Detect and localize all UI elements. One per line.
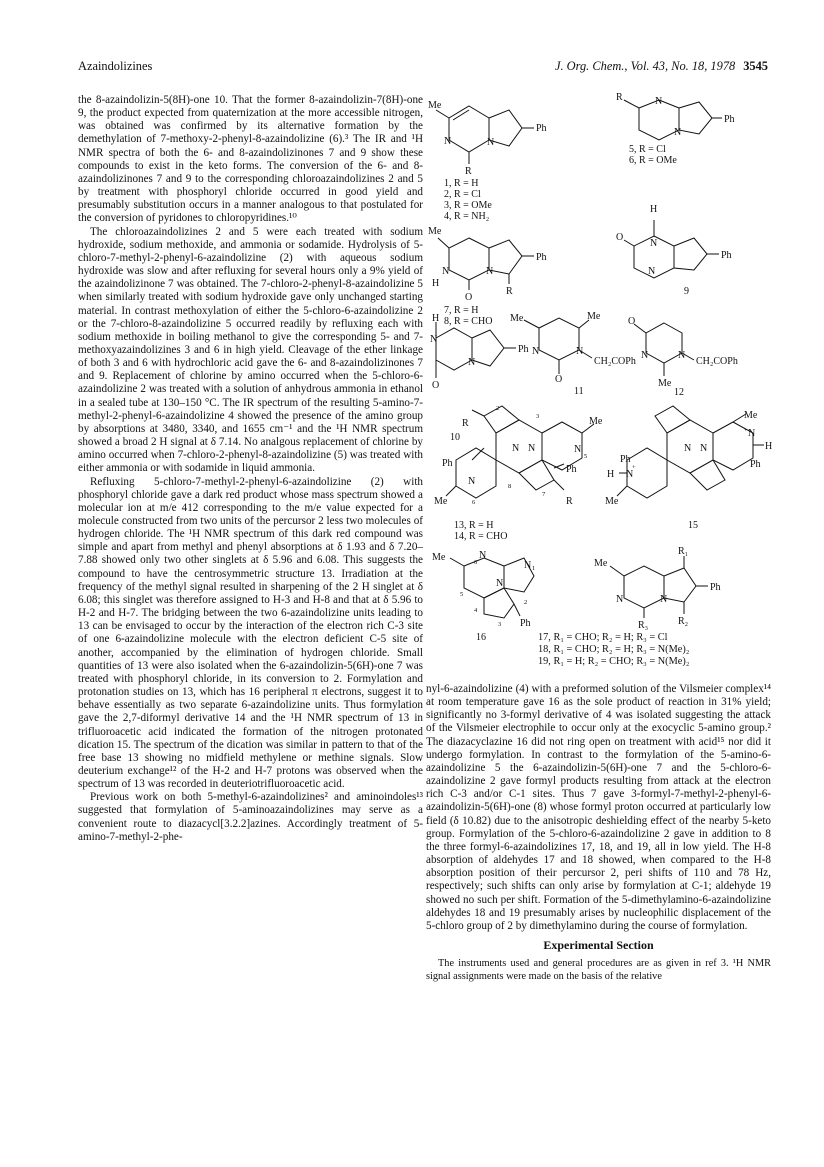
ph-bond bbox=[554, 464, 564, 468]
pyrrole-ring bbox=[674, 238, 707, 270]
pyrrole-ring bbox=[489, 240, 522, 274]
pyrimidine-ring bbox=[624, 566, 664, 608]
side-chain-label: CH₂COPh bbox=[696, 356, 738, 367]
pyrimidine-ring bbox=[449, 106, 489, 152]
phenyl-label: Ph bbox=[536, 123, 547, 134]
oxygen-label: O bbox=[555, 374, 563, 385]
phenyl-label: Ph bbox=[721, 250, 732, 261]
compound-label: 8, R = CHO bbox=[444, 316, 493, 327]
hydrogen-label: H bbox=[607, 469, 615, 480]
r-label: R bbox=[465, 166, 472, 177]
journal-citation bbox=[555, 59, 768, 74]
compound-9 bbox=[616, 204, 732, 297]
r-bond bbox=[472, 410, 484, 416]
compound-label: 12 bbox=[674, 387, 684, 398]
r-label: R bbox=[566, 496, 573, 507]
paragraph: The chloroazaindolizines 2 and 5 were each treated with sodium hydroxide, sodium methoxide, and ammonia or sodamide. Hydrolysis of 5-chloro-7-methyl-2-phenyl-6-azaindolizine (2) with aqueous sodium hydroxide was slow and after refluxing for several hours only a 9% yield of the azaindolizinone 7 was obtained. The 7-chloro-2-phenyl-8-azaindolizine 5 when similarly treated with sodium hydroxide gave only unchanged starting material. In contrast methoxylation of either the 5-chloro-6-azaindolizine 2 or the 7-chloro-8-azaindolizine 5 occurred readily by refluxing each with sodium methoxide in boiling methanol to give the corresponding 5- and 7-methoxyazaindolizines 3 and 6 in high yield. Cleavage of the ether linkage of both 3 and 6 with hydrochloric acid gave the 6- and 8-azaindolizinones 7 and 9. Replacement of chlorine by amino occurred when the 5-chloro-6-azaindolizine 2 was treated with a solution of anhydrous ammonia in ethanol in a sealed tube at 130–150 °C. The IR spectrum of the resulting 5-amino-7-methyl-2-phenyl-6-azaindolizine 4 showed the presence of the amino group by absorptions at 3480, 3340, and 1655 cm⁻¹ and the ¹H NMR spectrum showed a broad 2 H signal at δ 7.14. No analgous replacement of chlorine by amino occurred when 7-chloro-2-phenyl-8-azaindolizine (5) was treated with either ammonia or with sodamide in liquid ammonia. bbox=[78, 225, 423, 475]
compound-label: 14, R = CHO bbox=[454, 531, 508, 542]
compound-label: 7, R = H bbox=[444, 305, 479, 316]
compound-label: 16 bbox=[476, 632, 486, 643]
methyl-label: Me bbox=[589, 416, 603, 427]
nitrogen-label: N bbox=[648, 266, 656, 277]
r-label: R bbox=[506, 286, 513, 297]
nitrogen-label: N bbox=[468, 476, 476, 487]
charge-label: + bbox=[744, 427, 748, 434]
paragraph: Previous work on both 5-methyl-6-azaindolizines² and aminoindoles¹³ suggested that formylation of 5-aminoazaindolizines may serve as a convenient route to diazacycl[3.2.2]azines. Accordingly treatment of 5-amino-7-methyl-2-phe- bbox=[78, 791, 423, 843]
methyl-label: Me bbox=[587, 311, 601, 322]
methyl-label: Me bbox=[432, 552, 446, 563]
compound-12 bbox=[628, 316, 738, 398]
pyrrole-ring bbox=[484, 588, 514, 618]
compound-label: 6, R = OMe bbox=[629, 155, 677, 166]
paragraph: nyl-6-azaindolizine (4) with a preformed solution of the Vilsmeier complex¹⁴ at room temperature gave 16 as the sole product of reaction in 31% yield; significantly no 3-formyl derivative of 4 was isolated suggesting the attack of the Vilsmeier electrophile to occur only at the exocyclic 5-amino group.² The diazacyclazine 16 did not ring open on treatment with acid¹⁵ nor did it undergo formylation. In contrast to the formylation of the 5-amino-6-azaindolizine 5 the 6-azaindolizin-5(6H)-one 7 and the 5-chloro-6-azaindolizine 2 gave formyl products resulting from attack at the electron rich C-3 and/or C-1 sites. Thus 7 gave 3-formyl-7-methyl-2-phenyl-6-azaindolizin-5(6H)-one (8) whose formyl proton occurred at particularly low field (δ 10.82) due to the anisotropic deshielding effect of the nearby 5-keto group. Formylation of the 5-chloro-6-azaindolizine 2 gave in addition to 8 the three formyl-6-azaindolizines 17, 18, and 19, all in low yield. The H-8 absorption of aldehydes 17 and 18 showed, when compared to the H-8 absorption position of their percursor 2, peri shifts of 110 and 78 Hz, respectively; such shifts can only arise by formylation at C-1; aldehyde 19 showed no such per shift. Formation of the 5-dimethylamino-6-azaindolizine aldehydes 18 and 19 presumably arises by nucleophilic displacement of the 5-chloro group of 2 by dimethylamino during the course of formylation. bbox=[426, 683, 771, 932]
oxygen-label: O bbox=[616, 232, 624, 243]
methyl-label: Me bbox=[434, 496, 448, 507]
paragraph: the 8-azaindolizin-5(8H)-one 10. That the former 8-azaindolizin-7(8H)-one 9, the product expected from quaternization at the more accessible nitrogen, was obtained was confirmed by its alternative formation by the demethylation of 7-methoxy-2-phenyl-8-azaindolizine (6).³ The IR and ¹H NMR spectra of both the 6- and 8-azaindolizinones 7 and 9 show these compounds to exist in the keto forms. The conversion of the 6- and 8-azaindolizinones 7 and 9 to the corresponding chloroazaindolizines 2 and 5 by treatment with phosphoryl chloride occurred in good yield and presumably substitution occurs in a manner analogous to that postulated for the conversion of pyridones to chloropyridines.¹⁰ bbox=[78, 94, 423, 225]
page-number: 3545 bbox=[743, 59, 768, 73]
journal-name: J. Org. Chem., Vol. 43, No. 18, 1978 bbox=[554, 59, 736, 73]
compound-label: 4, R = NH₂ bbox=[444, 211, 490, 222]
compound-label: 15 bbox=[688, 520, 698, 531]
r2-label: R₂ bbox=[678, 616, 689, 627]
position-label: 1 bbox=[532, 565, 536, 572]
position-label: 3 bbox=[498, 621, 502, 628]
compound-label: 10 bbox=[450, 432, 460, 443]
methyl-label: Me bbox=[428, 226, 442, 237]
me-bond bbox=[617, 486, 627, 496]
section-title: Experimental Section bbox=[543, 937, 654, 952]
compound-7-8 bbox=[428, 226, 547, 327]
phenyl-label: Ph bbox=[518, 344, 529, 355]
compound-label: 5, R = Cl bbox=[629, 144, 666, 155]
me-bond bbox=[436, 110, 449, 118]
nitrogen-label: N bbox=[524, 560, 532, 571]
nitrogen-label: N bbox=[532, 346, 540, 357]
compound-label: 17, R₁ = CHO; R₂ = H; R₃ = Cl bbox=[538, 632, 668, 643]
nitrogen-label: N bbox=[486, 266, 494, 277]
phenyl-label: Ph bbox=[566, 464, 577, 475]
compound-label: 19, R₁ = H; R₂ = CHO; R₃ = N(Me)₂ bbox=[538, 656, 690, 667]
me-bond bbox=[438, 238, 449, 248]
position-label: 8 bbox=[508, 483, 512, 490]
running-title: Azaindolizines bbox=[78, 59, 153, 73]
r1-label: R₁ bbox=[678, 546, 689, 557]
compound-17-19 bbox=[538, 546, 721, 667]
ph-bond bbox=[514, 604, 520, 616]
nitrogen-label: N bbox=[576, 346, 584, 357]
compound-11 bbox=[510, 311, 636, 397]
pyrimidinone-ring bbox=[539, 318, 579, 360]
position-label: 3 bbox=[536, 413, 540, 420]
compound-label: 18, R₁ = CHO; R₂ = H; R₃ = N(Me)₂ bbox=[538, 644, 690, 655]
oxygen-label: O bbox=[628, 316, 636, 327]
nitrogen-label: N bbox=[674, 127, 682, 138]
r-label: R bbox=[616, 92, 623, 103]
methyl-label: Me bbox=[428, 100, 442, 111]
phenyl-label: Ph bbox=[710, 582, 721, 593]
oxygen-label: O bbox=[465, 292, 473, 303]
phenyl-label: Ph bbox=[620, 454, 631, 465]
position-label: 6 bbox=[474, 559, 478, 566]
double-bond bbox=[453, 110, 469, 120]
paragraph: Refluxing 5-chloro-7-methyl-2-phenyl-6-azaindolizine (2) with phosphoryl chloride gave a dark red product whose mass spectrum showed a molecular ion at m/e 412 corresponding to the m/e value expected for a molecule constructed from two units of the percursor 2 less two molecules of hydrogen chloride. The ¹H NMR spectrum of this dark red compound was simple and apart from methyl and phenyl absorptions at δ 1.93 and δ 7.20–7.88 showed only two other singlets at δ 5.96 and 6.08. This suggests the compound to have the centrosymmetric structure 13. Irradiation at the frequency of the methyl signal resulted in sharpening of the 2 H singlet at δ 6.08; this singlet was therefore assigned to H-3 and H-8 and that at δ 5.96 to H-2 and H-7. The bridging between the two 6-azaindolizine units leading to 13 can be envisaged to occur by the interaction of the electron rich C-3 site of one 6-azaindolizine molecule with the electron deficient C-5 site of another, accompanied by the elimination of hydrogen chloride. Small quantities of 13 were also isolated when the 6-azaindolizin-5(6H)-one 7 was treated with phosphoryl chloride, in its conversion to 2. Formylation and protonation studies on 13, which has 16 peripheral π electrons, suggest it to behave essentially as two separate 6-azaindolizine units. Thus formylation gave the 2,7-diformyl derivative 14 and the ¹H NMR spectrum of 13 in trifluoroacetic acid indicated the formation of the nitrogen protonated dication 15. The spectrum of the dication was similar in pattern to that of the free base 13 showing no midfield methylene or methine signals. Slow deuterium exchange¹² of the H-2 and H-7 protons was observed when the spectrum of 13 was recorded in deuteriotrifluoroacetic acid. bbox=[78, 475, 423, 791]
me-bond bbox=[446, 486, 456, 496]
nitrogen-label: N bbox=[650, 238, 658, 249]
position-label: 7 bbox=[542, 491, 546, 498]
position-label: 5 bbox=[584, 453, 588, 460]
pyrrole-ring-b bbox=[690, 460, 725, 490]
pyrrole-ring bbox=[472, 330, 504, 366]
hydrogen-label: H bbox=[765, 441, 773, 452]
chemical-structures-figure bbox=[424, 88, 780, 678]
r-label: R bbox=[462, 418, 469, 429]
me-bond bbox=[524, 320, 539, 328]
phenyl-label: Ph bbox=[520, 618, 531, 629]
nitrogen-label: N bbox=[442, 266, 450, 277]
me-bond bbox=[450, 558, 464, 566]
pyrimidinone-ring bbox=[436, 328, 472, 370]
me-bond bbox=[610, 566, 624, 576]
hydrogen-label: H bbox=[432, 278, 440, 289]
position-label: 2 bbox=[524, 599, 528, 606]
methyl-label: Me bbox=[658, 378, 672, 389]
nitrogen-label: N bbox=[528, 443, 536, 454]
compound-label: 3, R = OMe bbox=[444, 200, 492, 211]
nitrogen-label: N bbox=[444, 136, 452, 147]
nitrogen-label: N bbox=[700, 443, 708, 454]
pyrrole-ring-a bbox=[655, 406, 690, 433]
side-chain-label: CH₂COPh bbox=[594, 356, 636, 367]
r3-label: R₃ bbox=[638, 620, 649, 631]
nitrogen-label: N bbox=[512, 443, 520, 454]
nitrogen-label: N bbox=[641, 350, 649, 361]
oxygen-label: O bbox=[432, 380, 440, 391]
hydrogen-label: H bbox=[432, 313, 440, 324]
compound-13-14 bbox=[434, 405, 603, 542]
phenyl-label: Ph bbox=[536, 252, 547, 263]
phenyl-label: Ph bbox=[442, 458, 453, 469]
phenyl-label: Ph bbox=[750, 459, 761, 470]
pyrrole-ring-a bbox=[484, 406, 519, 433]
compound-label: 9 bbox=[684, 286, 689, 297]
nitrogen-label: N bbox=[655, 96, 663, 107]
compound-label: 11 bbox=[574, 386, 584, 397]
left-column bbox=[78, 94, 423, 844]
nitrogen-label: N bbox=[678, 350, 686, 361]
nitrogen-label: N bbox=[496, 578, 504, 589]
hydrogen-label: H bbox=[650, 204, 658, 215]
carbonyl-bond bbox=[634, 324, 646, 333]
nitrogen-label: N bbox=[626, 469, 634, 480]
nitrogen-label: N bbox=[487, 137, 495, 148]
position-label: 5 bbox=[460, 591, 464, 598]
charge-label: + bbox=[632, 464, 636, 471]
compound-label: 1, R = H bbox=[444, 178, 479, 189]
nitrogen-label: N bbox=[616, 594, 624, 605]
structures-svg bbox=[424, 88, 780, 678]
pyrimidinone-ring bbox=[449, 238, 489, 280]
nitrogen-label: N bbox=[479, 550, 487, 561]
r-bond bbox=[624, 100, 639, 108]
position-label: 2 bbox=[496, 405, 500, 412]
methyl-label: Me bbox=[594, 558, 608, 569]
methyl-label: Me bbox=[744, 410, 758, 421]
phenyl-label: Ph bbox=[724, 114, 735, 125]
methyl-label: Me bbox=[605, 496, 619, 507]
methyl-label: Me bbox=[510, 313, 524, 324]
carbonyl-bond bbox=[624, 240, 634, 246]
compound-15 bbox=[605, 406, 772, 531]
compound-1-4 bbox=[428, 100, 547, 222]
pyrimidinone-ring bbox=[646, 323, 682, 363]
position-label: 4 bbox=[474, 607, 478, 614]
compound-5-6 bbox=[616, 92, 735, 166]
nitrogen-label: N bbox=[748, 428, 756, 439]
nitrogen-label: N bbox=[468, 357, 476, 368]
right-column bbox=[426, 683, 771, 983]
pyrrole-ring bbox=[664, 568, 696, 602]
pyrrole-ring-b bbox=[519, 460, 554, 490]
nitrogen-label: N bbox=[574, 444, 582, 455]
nitrogen-label: N bbox=[430, 334, 438, 345]
position-label: 6 bbox=[472, 499, 476, 506]
nitrogen-label: N bbox=[660, 594, 668, 605]
r-bond bbox=[554, 480, 564, 490]
experimental-paragraph: The instruments used and general procedures are as given in ref 3. ¹H NMR signal assignments were made on the basis of the relative bbox=[426, 958, 771, 982]
pyrrole-ring bbox=[679, 102, 712, 134]
nitrogen-label: N bbox=[684, 443, 692, 454]
compound-label: 2, R = Cl bbox=[444, 189, 481, 200]
compound-label: 13, R = H bbox=[454, 520, 494, 531]
compound-16 bbox=[432, 550, 535, 643]
